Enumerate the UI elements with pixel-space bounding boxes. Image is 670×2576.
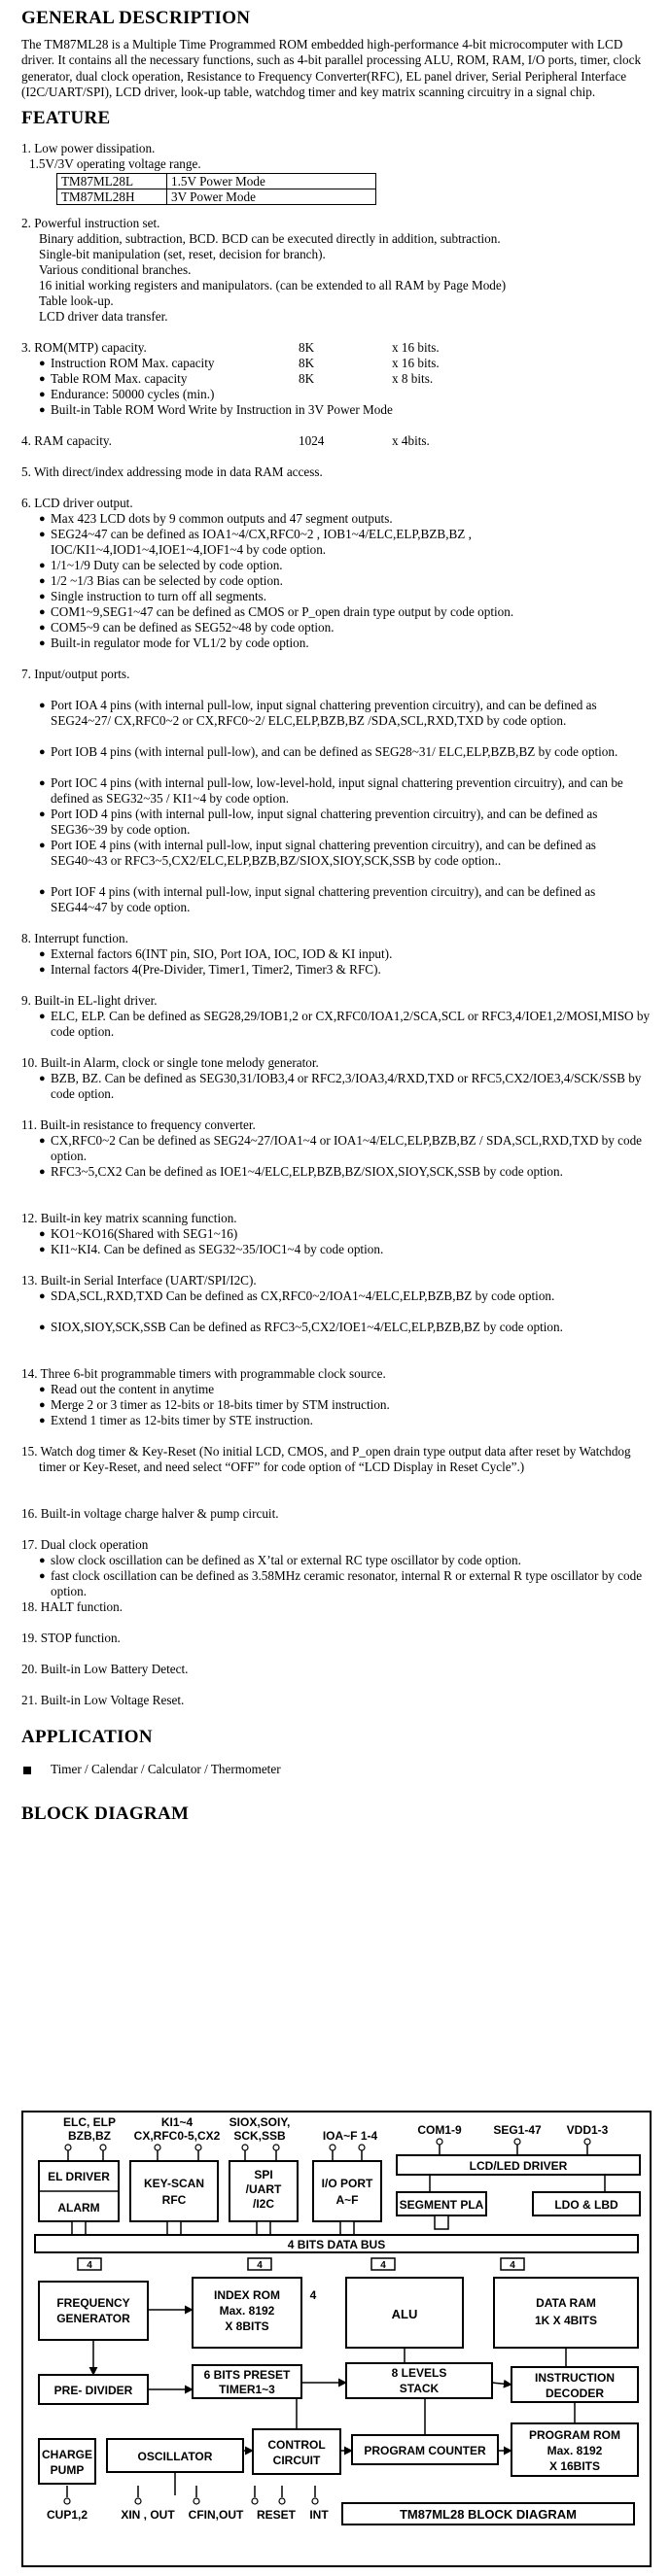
rom-size: 8K [299, 371, 315, 386]
pin-connector [437, 2139, 442, 2145]
table-row [57, 189, 376, 205]
frequency-generator-block [39, 2282, 148, 2340]
alarm-label: ALARM [57, 2201, 100, 2215]
rom-size: 8K [299, 356, 315, 370]
ldo-label: LDO & LBD [554, 2198, 618, 2212]
feature-2-line: Various conditional branches. [39, 262, 192, 277]
el-driver-label: EL DRIVER [48, 2170, 110, 2183]
rom-unit: x 16 bits. [392, 356, 440, 370]
list-item: ● Merge 2 or 3 timer as 12-bits or 18-bits timer by STM instruction. [39, 1397, 653, 1413]
instruction-decoder-label: INSTRUCTION [535, 2371, 615, 2385]
bus-width-label: 4 [309, 2288, 317, 2302]
pin-label-cfin: CFIN,OUT [188, 2508, 244, 2522]
list-item: ● ELC, ELP. Can be defined as SEG28,29/IOB1,2 or CX,RFC0/IOA1,2/SCA,SCL or RFC3,4/IOE1,2/MOSI,MISO by code option. [39, 1009, 653, 1041]
frequency-generator-label: FREQUENCY [56, 2296, 130, 2310]
feature-6-title: 6. LCD driver output. [21, 496, 133, 510]
table-cell: TM87ML28H [57, 189, 167, 205]
alu-label: ALU [391, 2307, 418, 2321]
io-port-block [313, 2161, 381, 2221]
list-item: ● 1/2 ~1/3 Bias can be selected by code option. [39, 573, 653, 589]
list-item: ● Port IOF 4 pins (with internal pull-low, input signal chattering prevention circuitry), and can be defined as SEG44~47 by code option. [39, 884, 653, 916]
pin-label-com: COM1-9 [417, 2123, 462, 2137]
square-bullet-icon [23, 1767, 31, 1774]
feature-16-title: 16. Built-in voltage charge halver & pump circuit. [21, 1506, 279, 1521]
list-item: ● KI1~KI4. Can be defined as SEG32~35/IOC1~4 by code option. [39, 1242, 653, 1257]
key-scan-label: KEY-SCAN [143, 2177, 205, 2190]
list-item: ● COM5~9 can be defined as SEG52~48 by code option. [39, 620, 653, 635]
general-description-text: The TM87ML28 is a Multiple Time Programmed ROM embedded high-performance 4-bit microcomputer with LCD driver. It contains all the necessary functions, such as 4-bit parallel processing ALU, ROM, RAM, I/O ports, timer, clock generator, dual clock operation, Resistance to Frequency Converter(RFC), EL panel driver, Serial Peripheral Interface (I2C/UART/SPI), LCD driver, look-up table, watchdog timer and key matrix scanning circuitry in a signal chip. [21, 37, 642, 99]
bus-width-label: 4 [510, 2260, 515, 2271]
block-diagram [21, 2111, 652, 2567]
feature-3-title: 3. ROM(MTP) capacity. [21, 340, 147, 355]
pin-connector [65, 2145, 71, 2150]
feature-17-title: 17. Dual clock operation [21, 1537, 149, 1552]
pin-connector [312, 2498, 318, 2504]
list-item: ● SIOX,SIOY,SCK,SSB Can be defined as RFC3~5,CX2/IOE1~4/ELC,ELP,BZB,BZ by code option. [39, 1320, 653, 1335]
list-item: ● Max 423 LCD dots by 9 common outputs and 47 segment outputs. [39, 511, 653, 527]
application-heading: APPLICATION [21, 1727, 153, 1747]
feature-11-title: 11. Built-in resistance to frequency converter. [21, 1117, 256, 1132]
list-item: ● Read out the content in anytime [39, 1382, 653, 1397]
table-row [57, 174, 376, 189]
list-item: ● BZB, BZ. Can be defined as SEG30,31/IOB3,4 or RFC2,3/IOA3,4/RXD,TXD or RFC5,CX2/IOE3,4/SCK/SSB by code option. [39, 1071, 653, 1103]
list-item: ● Built-in regulator mode for VL1/2 by code option. [39, 635, 653, 651]
segment-pla-label: SEGMENT PLA [399, 2198, 484, 2212]
pin-connector [194, 2498, 199, 2504]
rom-unit: x 16 bits. [392, 340, 440, 355]
pin-connector [273, 2145, 279, 2150]
pin-label-sck-ssb: SCK,SSB [233, 2129, 286, 2143]
list-item: ● External factors 6(INT pin, SIO, Port IOA, IOC, IOD & KI input). [39, 946, 653, 962]
bus-connector [257, 2221, 270, 2235]
bus-connector [72, 2221, 86, 2235]
pin-connector [242, 2145, 248, 2150]
pin-connector [195, 2145, 201, 2150]
feature-12-title: 12. Built-in key matrix scanning function. [21, 1211, 237, 1225]
program-rom-size-label: Max. 8192 [547, 2444, 603, 2457]
feature-2-line: LCD driver data transfer. [39, 309, 168, 324]
pin-label-cup: CUP1,2 [46, 2508, 88, 2522]
frequency-generator-label-2: GENERATOR [56, 2312, 130, 2325]
feature-21-title: 21. Built-in Low Voltage Reset. [21, 1693, 185, 1707]
block-diagram-heading: BLOCK DIAGRAM [21, 1803, 190, 1824]
feature-heading: FEATURE [21, 108, 111, 128]
control-label: CONTROL [267, 2438, 326, 2452]
lcd-driver-label: LCD/LED DRIVER [469, 2159, 568, 2173]
pin-connector [514, 2139, 520, 2145]
ram-size: 1024 [299, 433, 325, 448]
control-circuit-block [253, 2429, 340, 2474]
preset-timer-range-label: TIMER1~3 [219, 2383, 275, 2396]
pin-label-seg: SEG1-47 [493, 2123, 542, 2137]
index-rom-width-label: X 8BITS [225, 2319, 269, 2333]
rom-size: 8K [299, 340, 315, 355]
io-port-range-label: A~F [335, 2193, 359, 2207]
feature-7-title: 7. Input/output ports. [21, 667, 130, 681]
charge-pump-label: CHARGE [41, 2448, 93, 2461]
table-cell: 3V Power Mode [167, 189, 376, 205]
charge-pump-block [39, 2439, 95, 2484]
pin-connector [584, 2139, 590, 2145]
rfc-label: RFC [161, 2193, 187, 2207]
bus-width-label: 4 [380, 2260, 386, 2271]
feature-20-title: 20. Built-in Low Battery Detect. [21, 1662, 189, 1676]
list-item: ● SDA,SCL,RXD,TXD Can be defined as CX,RFC0~2/IOA1~4/ELC,ELP,BZB,BZ by code option. [39, 1288, 653, 1304]
data-bus-label: 4 BITS DATA BUS [287, 2238, 386, 2251]
i2c-label: /I2C [252, 2197, 275, 2211]
control-label-2: CIRCUIT [272, 2454, 321, 2467]
list-item: ● Port IOA 4 pins (with internal pull-low, input signal chattering prevention circuitry), and can be defined as SEG24~27/ CX,RFC0~2 or CX,RFC0~2/ ELC,ELP,BZB,BZ /SDA,SCL,RXD,TXD by code option. [39, 698, 653, 730]
list-item: ● 1/1~1/9 Duty can be selected by code option. [39, 558, 653, 573]
feature-14-title: 14. Three 6-bit programmable timers with programmable clock source. [21, 1366, 386, 1381]
spi-label: SPI [254, 2168, 273, 2181]
list-item: ● Internal factors 4(Pre-Divider, Timer1, Timer2, Timer3 & RFC). [39, 962, 653, 978]
list-item: ● Table ROM Max. capacity [39, 371, 653, 387]
feature-10-title: 10. Built-in Alarm, clock or single tone melody generator. [21, 1055, 319, 1070]
rom-unit: x 8 bits. [392, 371, 434, 386]
oscillator-label: OSCILLATOR [137, 2450, 213, 2463]
preset-timer-label: 6 BITS PRESET [203, 2368, 291, 2382]
feature-2-line: 16 initial working registers and manipulators. (can be extended to all RAM by Page Mode) [39, 278, 507, 292]
pin-connector [155, 2145, 160, 2150]
feature-13-title: 13. Built-in Serial Interface (UART/SPI/I2C). [21, 1273, 257, 1288]
feature-9-title: 9. Built-in EL-light driver. [21, 993, 158, 1008]
pin-label-io: IOA~F 1-4 [322, 2129, 378, 2143]
ram-unit: x 4bits. [392, 433, 430, 448]
application-item: Timer / Calendar / Calculator / Thermometer [51, 1762, 281, 1776]
pin-label-elc-elp: ELC, ELP [62, 2115, 117, 2129]
data-ram-block [494, 2278, 638, 2348]
list-item: ● CX,RFC0~2 Can be defined as SEG24~27/IOA1~4 or IOA1~4/ELC,ELP,BZB,BZ / SDA,SCL,RXD,TXD by code option. [39, 1133, 653, 1165]
feature-1-title: 1. Low power dissipation. [21, 141, 156, 155]
bus-connector [340, 2221, 354, 2235]
pin-label-vdd: VDD1-3 [566, 2123, 609, 2137]
list-item: ● COM1~9,SEG1~47 can be defined as CMOS or P_open drain type output by code option. [39, 604, 653, 620]
list-item: ● Single instruction to turn off all segments. [39, 589, 653, 604]
pin-connector [64, 2498, 70, 2504]
list-item: ● Instruction ROM Max. capacity [39, 356, 653, 371]
list-item: ● RFC3~5,CX2 Can be defined as IOE1~4/ELC,ELP,BZB,BZ/SIOX,SIOY,SCK,SSB by code option. [39, 1164, 653, 1180]
program-rom-width-label: X 16BITS [548, 2459, 601, 2473]
data-ram-size-label: 1K X 4BITS [534, 2314, 598, 2327]
data-ram-label: DATA RAM [536, 2296, 596, 2310]
pin-connector [135, 2498, 141, 2504]
pin-label-siox: SIOX,SOIY, [229, 2115, 291, 2129]
io-port-label: I/O PORT [321, 2177, 373, 2190]
pin-label-int: INT [309, 2508, 329, 2522]
list-item: ● Endurance: 50000 cycles (min.) [39, 387, 653, 402]
bus-width-label: 4 [87, 2260, 92, 2271]
stack-label-2: STACK [399, 2382, 440, 2395]
feature-18-title: 18. HALT function. [21, 1599, 123, 1614]
pin-connector [330, 2145, 335, 2150]
feature-2-line: Table look-up. [39, 293, 114, 308]
pin-label-reset: RESET [256, 2508, 297, 2522]
list-item: ● Extend 1 timer as 12-bits timer by STE instruction. [39, 1413, 653, 1428]
list-item: ● KO1~KO16(Shared with SEG1~16) [39, 1226, 653, 1242]
pin-connector [279, 2498, 285, 2504]
instruction-decoder-label-2: DECODER [545, 2387, 605, 2400]
pin-label-bzb-bz: BZB,BZ [68, 2129, 111, 2143]
list-item: ● SEG24~47 can be defined as IOA1~4/CX,RFC0~2 , IOB1~4/ELC,ELP,BZB,BZ , IOC/KI1~4,IOD1~4,IOE1~4,IOF1~4 by code option. [39, 527, 653, 559]
pre-divider-label: PRE- DIVIDER [53, 2384, 133, 2397]
bus-connector [167, 2221, 181, 2235]
list-item: ● Built-in Table ROM Word Write by Instruction in 3V Power Mode [39, 402, 653, 418]
list-item: ● Port IOE 4 pins (with internal pull-low, input signal chattering prevention circuitry), and can be defined as SEG40~43 or RFC3~5,CX2/ELC,ELP,BZB,BZ/SIOX,SIOY,SCK,SSB by code option.. [39, 838, 653, 870]
feature-2-line: Single-bit manipulation (set, reset, decision for branch). [39, 247, 326, 261]
feature-2-title: 2. Powerful instruction set. [21, 216, 160, 230]
voltage-table [56, 173, 376, 205]
pin-connector [100, 2145, 106, 2150]
list-item: ● Port IOB 4 pins (with internal pull-low), and can be defined as SEG28~31/ ELC,ELP,BZB,BZ by code option. [39, 744, 653, 760]
general-description-heading: GENERAL DESCRIPTION [21, 8, 251, 28]
list-item: ● Port IOC 4 pins (with internal pull-low, low-level-hold, input signal chattering prevention circuitry), and can be defined as SEG32~35 / KI1~4 by code option. [39, 775, 653, 807]
feature-5-title: 5. With direct/index addressing mode in data RAM access. [21, 464, 323, 479]
feature-8-title: 8. Interrupt function. [21, 931, 128, 945]
program-counter-label: PROGRAM COUNTER [364, 2444, 486, 2457]
feature-2-line: Binary addition, subtraction, BCD. BCD can be executed directly in addition, subtraction. [39, 231, 501, 246]
pin-connector [359, 2145, 365, 2150]
list-item: ● Port IOD 4 pins (with internal pull-low, input signal chattering prevention circuitry), and can be defined as SEG36~39 by code option. [39, 807, 653, 839]
index-rom-size-label: Max. 8192 [219, 2304, 275, 2318]
bus-connector [435, 2215, 448, 2229]
index-rom-label: INDEX ROM [213, 2288, 281, 2302]
bus-width-label: 4 [257, 2260, 263, 2271]
list-item: ● fast clock oscillation can be defined as 3.58MHz ceramic resonator, internal R or external R type oscillator by code option. [39, 1568, 653, 1600]
program-rom-label: PROGRAM ROM [529, 2428, 620, 2442]
feature-4-title: 4. RAM capacity. [21, 433, 112, 448]
table-cell: 1.5V Power Mode [167, 174, 376, 189]
table-cell: TM87ML28L [57, 174, 167, 189]
stack-label: 8 LEVELS [391, 2366, 447, 2380]
uart-label: /UART [245, 2182, 282, 2196]
feature-1-sub: 1.5V/3V operating voltage range. [29, 156, 201, 171]
pin-connector [252, 2498, 258, 2504]
key-scan-block [130, 2161, 218, 2221]
charge-pump-label-2: PUMP [50, 2463, 85, 2477]
pin-label-ki: KI1~4 [160, 2115, 194, 2129]
pin-label-cx-rfc: CX,RFC0-5,CX2 [133, 2129, 221, 2143]
list-item: ● slow clock oscillation can be defined as X’tal or external RC type oscillator by code option. [39, 1553, 653, 1568]
feature-15-title: 15. Watch dog timer & Key-Reset (No initial LCD, CMOS, and P_open drain type output data after reset by Watchdog timer or Key-Reset, and need select “OFF” for code option of “LCD Display in Reset Cycle”.) [21, 1444, 631, 1475]
diagram-caption: TM87ML28 BLOCK DIAGRAM [399, 2507, 578, 2522]
feature-19-title: 19. STOP function. [21, 1631, 121, 1645]
pin-label-xin: XIN , OUT [121, 2508, 175, 2522]
